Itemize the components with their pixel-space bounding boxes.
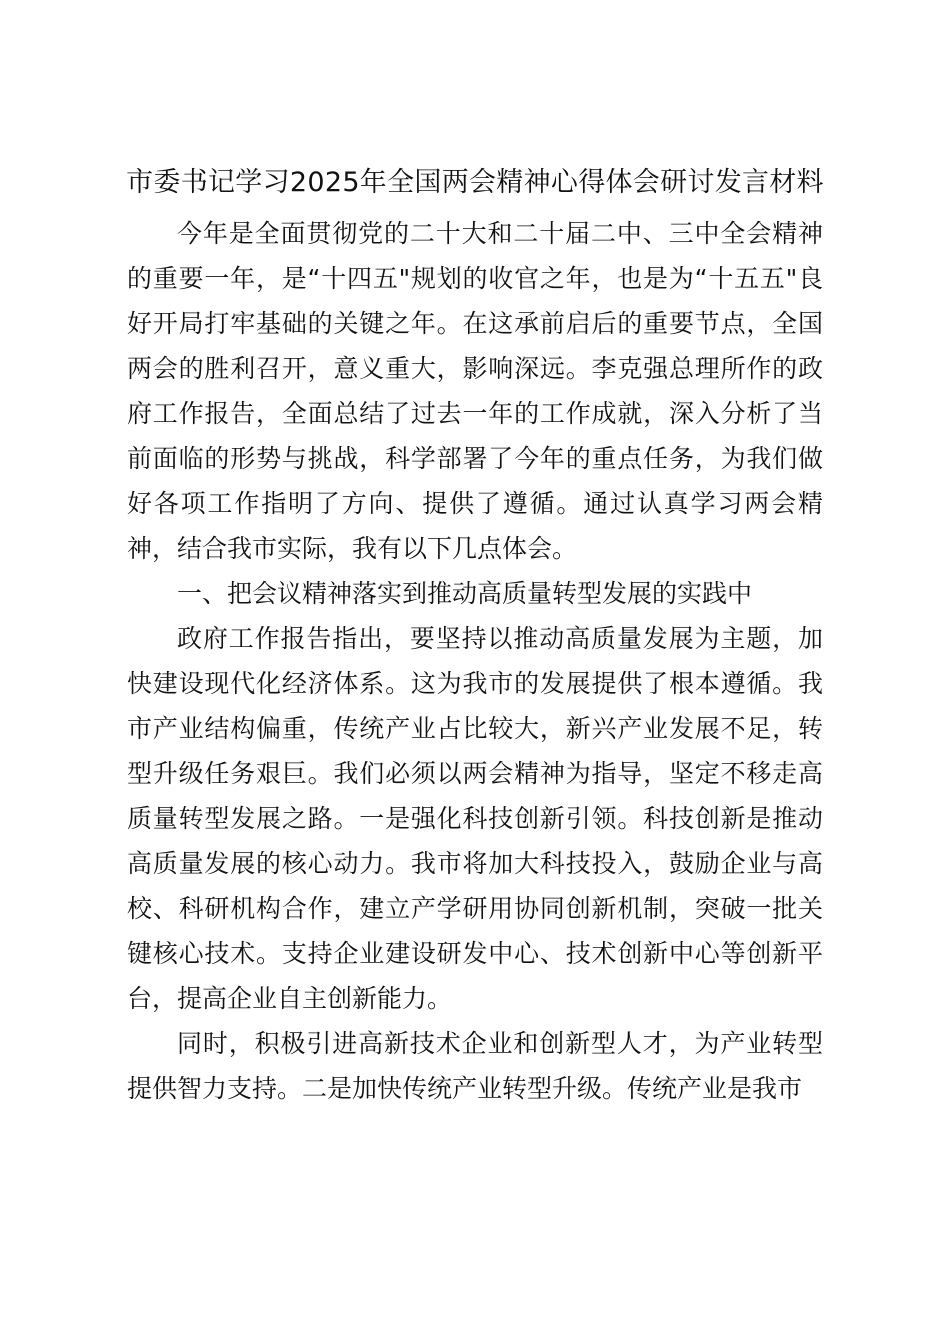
section-heading-1: 一、把会议精神落实到推动高质量转型发展的实践中: [177, 579, 753, 608]
paragraph-section-1: 政府工作报告指出，要坚持以推动高质量发展为主题，加快建设现代化经济体系。这为我市的发展提供了根本遵循。我市产业结构偏重，传统产业占比较大，新兴产业发展不足，转型升级任务艰巨。我们必须以两会精神为指导，坚定不移走高质量转型发展之路。一是强化科技创新引领。科技创新是推动高质量发展的核心动力。我市将加大科技投入，鼓励企业与高校、科研机构合作，建立产学研用协同创新机制，突破一批关键核心技术。支持企业建设研发中心、技术创新中心等创新平台，提高企业自主创新能力。: [127, 624, 823, 1013]
paragraph-continued: 同时，积极引进高新技术企业和创新型人才，为产业转型提供智力支持。二是加快传统产业转型升级。传统产业是我市: [127, 1029, 823, 1103]
document-title: 市委书记学习2025年全国两会精神心得体会研讨发言材料: [126, 167, 824, 198]
document-page: [127, 160, 823, 1111]
paragraph-intro: 今年是全面贯彻党的二十大和二十届二中、三中全会精神的重要一年，是“十四五"规划的收官之年，也是为“十五五"良好开局打牢基础的关键之年。在这承前启后的重要节点，全国两会的胜利召开，意义重大，影响深远。李克强总理所作的政府工作报告，全面总结了过去一年的工作成就，深入分析了当前面临的形势与挑战，科学部署了今年的重点任务，为我们做好各项工作指明了方向、提供了遵循。通过认真学习两会精神，结合我市实际，我有以下几点体会。: [127, 219, 823, 563]
